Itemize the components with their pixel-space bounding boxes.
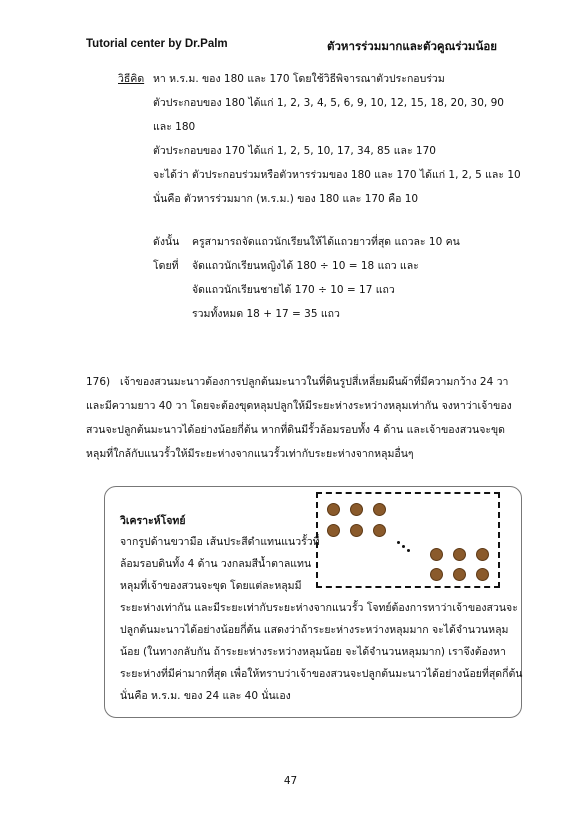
by-line: จัดแถวนักเรียนชายได้ 170 ÷ 10 = 17 แถว <box>192 284 395 296</box>
ellipsis-dot <box>402 545 405 548</box>
analysis-line: ล้อมรอบดินทั้ง 4 ด้าน วงกลมสีน้ำตาลแทน <box>120 558 312 570</box>
therefore-text: ครูสามารถจัดแถวนักเรียนให้ได้แถวยาวที่สุด แถวละ 10 คน <box>192 236 460 248</box>
hole-circle <box>430 568 443 581</box>
solution-line: หา ห.ร.ม. ของ 180 และ 170 โดยใช้วิธีพิจารณาตัวประกอบร่วม <box>153 73 445 85</box>
analysis-line: ระยะห่างเท่ากัน และมีระยะเท่ากับระยะห่างจากแนวรั้ว โจทย์ต้องการหาว่าเจ้าของสวนจะ <box>120 602 518 614</box>
hole-circle <box>373 524 386 537</box>
analysis-line: นั่นคือ ห.ร.ม. ของ 24 และ 40 นั่นเอง <box>120 690 291 702</box>
problem-line: หลุมที่ใกล้กับแนวรั้วให้มีระยะห่างจากแนวรั้วเท่ากับระยะห่างจากหลุมอื่นๆ <box>86 448 414 460</box>
analysis-line: ปลูกต้นมะนาวได้อย่างน้อยกี่ต้น แสดงว่าถ้าระยะห่างระหว่างหลุมมาก จะได้จำนวนหลุม <box>120 624 509 636</box>
problem-number: 176) <box>86 376 111 388</box>
hole-circle <box>476 568 489 581</box>
solution-line: และ 180 <box>153 121 196 133</box>
analysis-title: วิเคราะห์โจทย์ <box>120 515 186 527</box>
solution-label: วิธีคิด <box>118 73 145 85</box>
header-left-title: Tutorial center by Dr.Palm <box>86 38 228 50</box>
page-number: 47 <box>283 775 298 787</box>
hole-circle <box>350 503 363 516</box>
solution-line: จะได้ว่า ตัวประกอบร่วมหรือตัวหารร่วมของ 180 และ 170 ได้แก่ 1, 2, 5 และ 10 <box>153 169 521 181</box>
solution-line: นั่นคือ ตัวหารร่วมมาก (ห.ร.ม.) ของ 180 และ 170 คือ 10 <box>153 193 419 205</box>
header-right-title: ตัวหารร่วมมากและตัวคูณร่วมน้อย <box>326 39 497 53</box>
therefore-label: ดังนั้น <box>153 236 180 248</box>
fence-outline <box>316 492 500 588</box>
ellipsis-dot <box>407 549 410 552</box>
hole-circle <box>350 524 363 537</box>
hole-circle <box>453 568 466 581</box>
ellipsis-dot <box>397 541 400 544</box>
hole-circle <box>476 548 489 561</box>
solution-line: ตัวประกอบของ 170 ได้แก่ 1, 2, 5, 10, 17, 34, 85 และ 170 <box>153 145 436 157</box>
analysis-line: น้อย (ในทางกลับกัน ถ้าระยะห่างระหว่างหลุมน้อย จะได้จำนวนหลุมมาก) เราจึงต้องหา <box>120 646 506 658</box>
problem-line: เจ้าของสวนมะนาวต้องการปลูกต้นมะนาวในที่ดินรูปสี่เหลี่ยมผืนผ้าที่มีความกว้าง 24 วา <box>120 376 509 388</box>
hole-circle <box>373 503 386 516</box>
problem-line: และมีความยาว 40 วา โดยจะต้องขุดหลุมปลูกให้มีระยะห่างระหว่างหลุมเท่ากัน จงหาว่าเจ้าของ <box>86 400 512 412</box>
hole-circle <box>327 503 340 516</box>
analysis-line: หลุมที่เจ้าของสวนจะขุด โดยแต่ละหลุมมี <box>120 580 302 592</box>
by-line: จัดแถวนักเรียนหญิงได้ 180 ÷ 10 = 18 แถว และ <box>192 260 419 272</box>
analysis-line: ระยะห่างที่มีค่ามากที่สุด เพื่อให้ทราบว่าเจ้าของสวนจะปลูกต้นมะนาวได้อย่างน้อยที่สุดกี่ต้น <box>120 668 523 680</box>
hole-circle <box>453 548 466 561</box>
by-label: โดยที่ <box>153 260 179 272</box>
hole-circle <box>430 548 443 561</box>
hole-circle <box>327 524 340 537</box>
problem-line: สวนจะปลูกต้นมะนาวได้อย่างน้อยกี่ต้น หากที่ดินมีรั้วล้อมรอบทั้ง 4 ด้าน และเจ้าของสวนจะขุด <box>86 424 505 436</box>
by-line: รวมทั้งหมด 18 + 17 = 35 แถว <box>192 308 340 320</box>
analysis-line: จากรูปด้านขวามือ เส้นประสีดำแทนแนวรั้วที่ <box>120 536 320 548</box>
solution-line: ตัวประกอบของ 180 ได้แก่ 1, 2, 3, 4, 5, 6, 9, 10, 12, 15, 18, 20, 30, 90 <box>153 97 504 109</box>
